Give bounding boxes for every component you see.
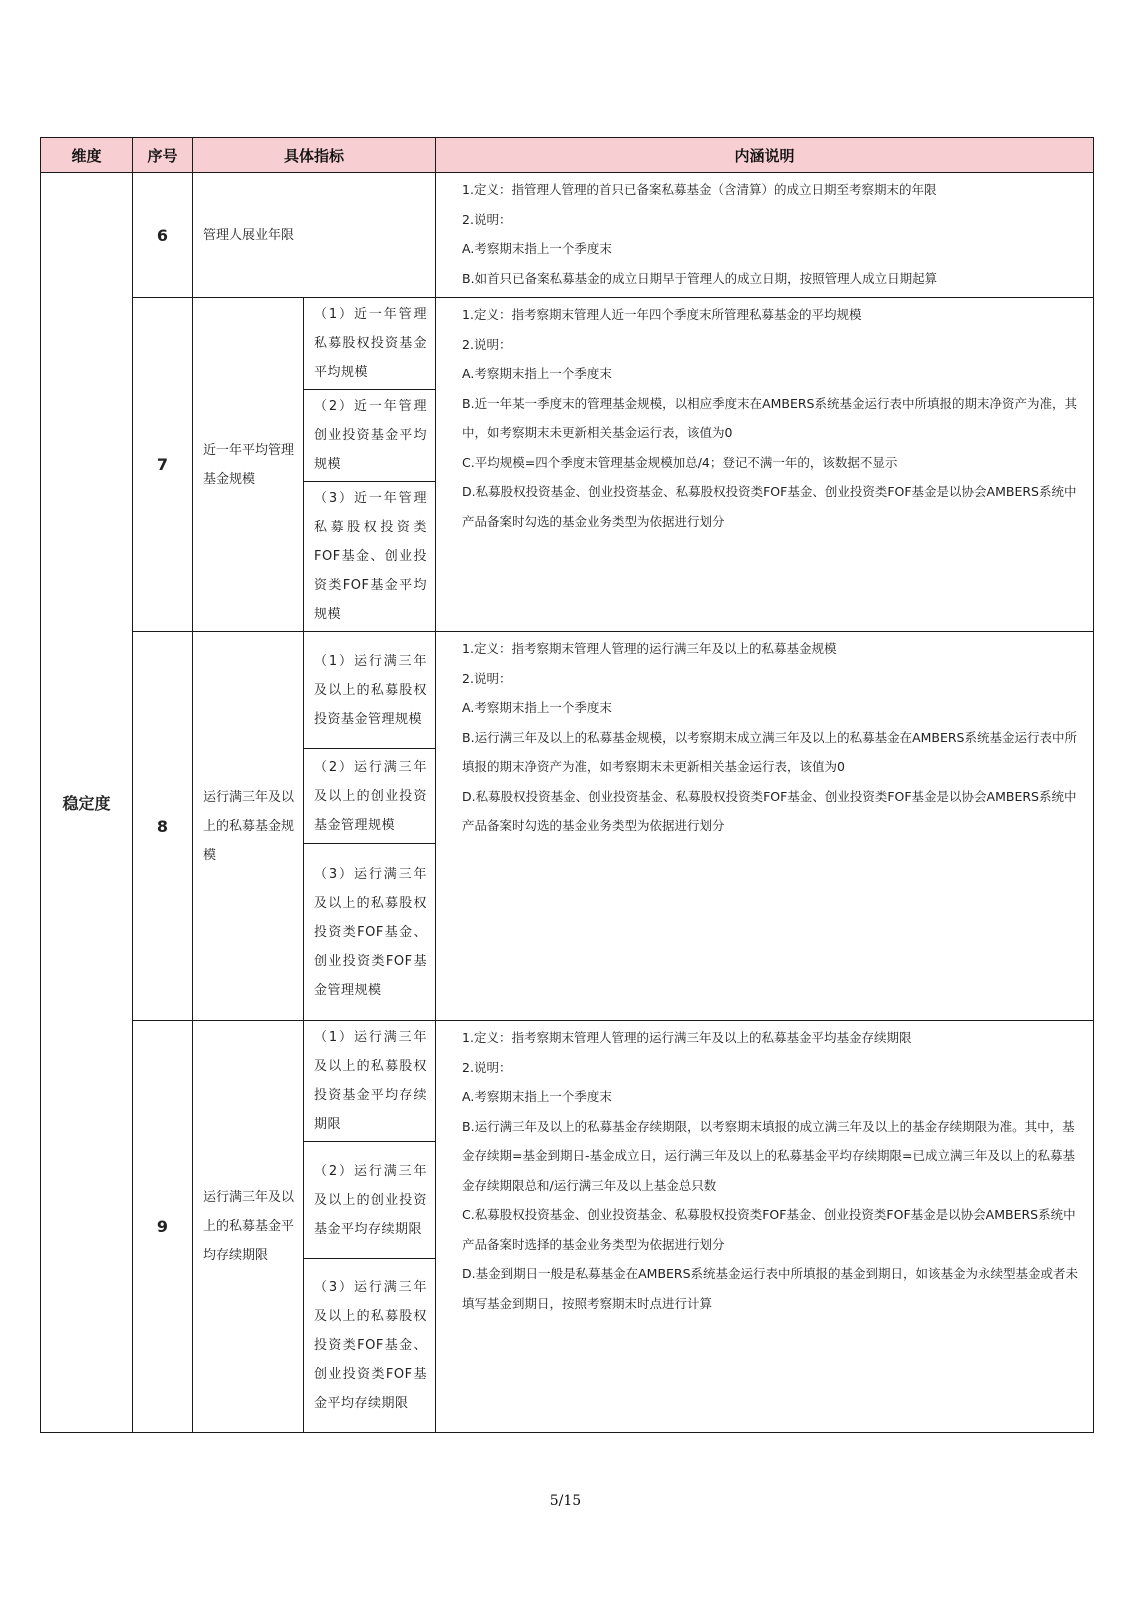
description-cell — [436, 173, 1094, 298]
desc-line: A.考察期末指上一个季度末 — [462, 1089, 612, 1104]
desc-line: 2.说明： — [462, 336, 512, 352]
seq-cell: 7 — [133, 298, 193, 632]
table-row — [41, 173, 1094, 298]
seq-cell: 9 — [133, 1021, 193, 1433]
sub-indicator-cell: （1）运行满三年及以上的私募股权投资基金平均存续期限 — [304, 1021, 436, 1142]
sub-indicator-cell: （2）运行满三年及以上的创业投资基金平均存续期限 — [304, 1142, 436, 1259]
header-dimension: 维度 — [41, 138, 133, 173]
header-description: 内涵说明 — [436, 138, 1094, 173]
sub-indicator-cell: （1）运行满三年及以上的私募股权投资基金管理规模 — [304, 632, 436, 749]
indicator-cell: 近一年平均管理基金规模 — [193, 298, 304, 632]
desc-line: 1.定义：指管理人管理的首只已备案私募基金（含清算）的成立日期至考察期末的年限 — [462, 182, 937, 197]
desc-line: 1.定义：指考察期末管理人管理的运行满三年及以上的私募基金规模 — [462, 641, 837, 656]
desc-line: D.私募股权投资基金、创业投资基金、私募股权投资类FOF基金、创业投资类FOF基金是以协会AMBERS系统中产品备案时勾选的基金业务类型为依据进行划分 — [462, 484, 1077, 529]
page-number: 5/15 — [549, 1493, 582, 1509]
indicator-table — [40, 137, 1094, 1433]
header-seq: 序号 — [133, 138, 193, 173]
sub-indicator-cell: （2）运行满三年及以上的创业投资基金管理规模 — [304, 749, 436, 844]
indicator-cell: 管理人展业年限 — [193, 173, 436, 298]
desc-line: B.运行满三年及以上的私募基金规模，以考察期末成立满三年及以上的私募基金在AMBERS系统基金运行表中所填报的期末净资产为准，如考察期末未更新相关基金运行表，该值为0 — [462, 729, 1077, 774]
indicator-cell: 运行满三年及以上的私募基金平均存续期限 — [193, 1021, 304, 1433]
desc-line: A.考察期末指上一个季度末 — [462, 366, 612, 381]
sub-indicator-cell: （2）近一年管理创业投资基金平均规模 — [304, 390, 436, 482]
desc-line: C.私募股权投资基金、创业投资基金、私募股权投资类FOF基金、创业投资类FOF基金是以协会AMBERS系统中产品备案时选择的基金业务类型为依据进行划分 — [462, 1207, 1076, 1252]
desc-line: A.考察期末指上一个季度末 — [462, 700, 612, 715]
seq-cell: 8 — [133, 632, 193, 1021]
table-header-row — [41, 138, 1094, 173]
description-cell — [436, 1021, 1094, 1433]
dimension-cell: 稳定度 — [41, 173, 133, 1433]
sub-indicator-cell: （3）近一年管理私募股权投资类FOF基金、创业投资类FOF基金平均规模 — [304, 482, 436, 632]
table-row — [41, 298, 1094, 390]
desc-line: D.基金到期日一般是私募基金在AMBERS系统基金运行表中所填报的基金到期日，如该基金为永续型基金或者未填写基金到期日，按照考察期末时点进行计算 — [462, 1266, 1079, 1311]
table-row — [41, 632, 1094, 749]
desc-line: 1.定义：指考察期末管理人管理的运行满三年及以上的私募基金平均基金存续期限 — [462, 1030, 912, 1045]
seq-cell: 6 — [133, 173, 193, 298]
sub-indicator-cell: （3）运行满三年及以上的私募股权投资类FOF基金、创业投资类FOF基金平均存续期限 — [304, 1259, 436, 1433]
desc-line: B.近一年某一季度末的管理基金规模，以相应季度末在AMBERS系统基金运行表中所填报的期末净资产为准，其中，如考察期末未更新相关基金运行表，该值为0 — [462, 395, 1077, 440]
desc-line: 2.说明： — [462, 211, 512, 227]
header-indicator: 具体指标 — [193, 138, 436, 173]
indicator-cell: 运行满三年及以上的私募基金规模 — [193, 632, 304, 1021]
desc-line: B.如首只已备案私募基金的成立日期早于管理人的成立日期，按照管理人成立日期起算 — [462, 270, 938, 286]
table-row — [41, 1021, 1094, 1142]
desc-line: D.私募股权投资基金、创业投资基金、私募股权投资类FOF基金、创业投资类FOF基金是以协会AMBERS系统中产品备案时勾选的基金业务类型为依据进行划分 — [462, 788, 1077, 833]
description-cell — [436, 632, 1094, 1021]
description-cell — [436, 298, 1094, 632]
desc-line: 2.说明： — [462, 1059, 512, 1075]
desc-line: 2.说明： — [462, 670, 512, 686]
desc-line: B.运行满三年及以上的私募基金存续期限，以考察期末填报的成立满三年及以上的基金存续期限为准。其中，基金存续期=基金到期日-基金成立日，运行满三年及以上的私募基金平均存续期限=已成立满三年及以上的私募基金存续期限总和/运行满三年及以上基金总只数 — [462, 1118, 1075, 1193]
desc-line: A.考察期末指上一个季度末 — [462, 241, 612, 256]
sub-indicator-cell: （1）近一年管理私募股权投资基金平均规模 — [304, 298, 436, 390]
sub-indicator-cell: （3）运行满三年及以上的私募股权投资类FOF基金、创业投资类FOF基金管理规模 — [304, 844, 436, 1021]
desc-line: C.平均规模=四个季度末管理基金规模加总/4；登记不满一年的，该数据不显示 — [462, 454, 898, 470]
desc-line: 1.定义：指考察期末管理人近一年四个季度末所管理私募基金的平均规模 — [462, 307, 862, 322]
